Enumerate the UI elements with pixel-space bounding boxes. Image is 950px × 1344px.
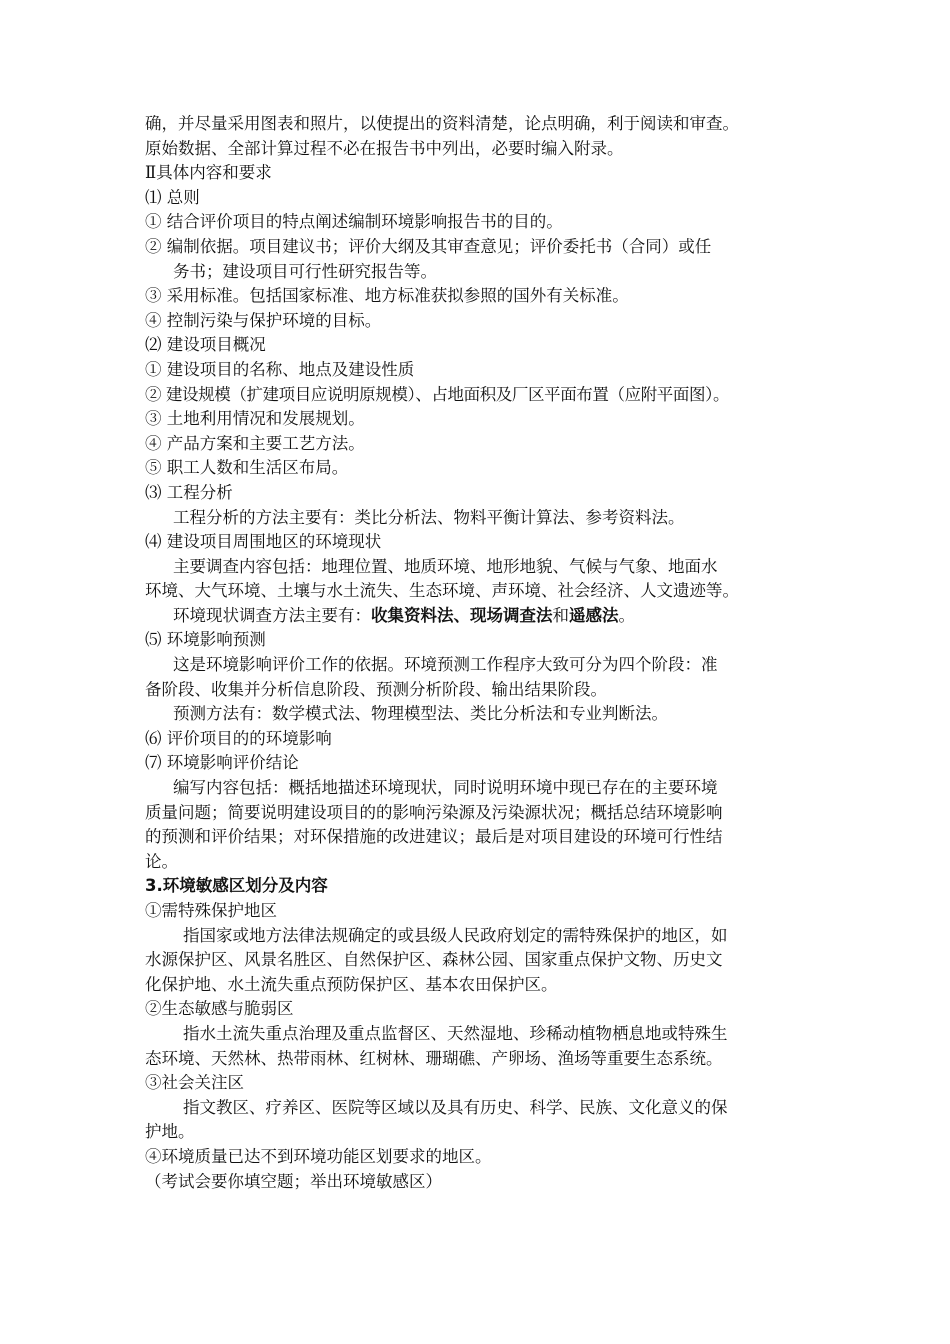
paragraph-line: 备阶段、收集并分析信息阶段、预测分析阶段、输出结果阶段。 bbox=[145, 679, 607, 699]
paragraph-line: 化保护地、水土流失重点预防保护区、基本农田保护区。 bbox=[145, 974, 558, 994]
list-item: ③ 土地利用情况和发展规划。 bbox=[145, 409, 365, 429]
paragraph-line: 主要调查内容包括：地理位置、地质环境、地形地貌、气候与气象、地面水 bbox=[173, 556, 718, 576]
subsection-heading: ①需特殊保护地区 bbox=[145, 901, 277, 920]
paragraph-text: 环境现状调查方法主要有： bbox=[173, 605, 371, 625]
section-title: 3.环境敏感区划分及内容 bbox=[145, 876, 328, 896]
paragraph-line: 态环境、天然林、热带雨林、红树林、珊瑚礁、产卵场、渔场等重要生态系统。 bbox=[145, 1048, 723, 1068]
subsection-heading: ⑶ 工程分析 bbox=[145, 482, 233, 502]
paragraph-line: 预测方法有：数学模式法、物理模型法、类比分析法和专业判断法。 bbox=[173, 704, 668, 724]
paragraph-line bbox=[145, 604, 815, 629]
paragraph-line: 的预测和评价结果；对环保措施的改进建议；最后是对项目建设的环境可行性结 bbox=[145, 827, 723, 847]
subsection-heading: ⑸ 环境影响预测 bbox=[145, 630, 266, 650]
paragraph-line: 指文教区、疗养区、医院等区域以及具有历史、科学、民族、文化意义的保 bbox=[183, 1097, 728, 1117]
subsection-heading: ⑵ 建设项目概况 bbox=[145, 335, 266, 355]
section-heading: Ⅱ具体内容和要求 bbox=[145, 163, 272, 183]
subsection-heading: ②生态敏感与脆弱区 bbox=[145, 999, 294, 1019]
text-line: 确，并尽量采用图表和照片，以使提出的资料清楚，论点明确，利于阅读和审查。 bbox=[145, 114, 739, 133]
list-item: ② 编制依据。项目建议书；评价大纲及其审查意见；评价委托书（合同）或任 bbox=[145, 236, 712, 256]
subsection-heading: ③社会关注区 bbox=[145, 1073, 244, 1093]
list-item: ④ 控制污染与保护环境的目标。 bbox=[145, 310, 382, 330]
bold-methods: 收集资料法、现场调查法 bbox=[371, 605, 553, 625]
subsection-heading: ⑴ 总则 bbox=[145, 187, 200, 207]
paragraph-line: 指国家或地方法律法规确定的或县级人民政府划定的需特殊保护的地区，如 bbox=[183, 925, 728, 945]
paragraph-line: 工程分析的方法主要有：类比分析法、物料平衡计算法、参考资料法。 bbox=[173, 507, 685, 527]
subsection-heading: ⑷ 建设项目周围地区的环境现状 bbox=[145, 532, 382, 552]
paragraph-line: 编写内容包括：概括地描述环境现状，同时说明环境中现已存在的主要环境 bbox=[173, 778, 718, 798]
document-page bbox=[145, 112, 815, 1194]
list-item: ② 建设规模（扩建项目应说明原规模）、占地面积及厂区平面布置（应附平面图）。 bbox=[145, 384, 730, 404]
paragraph-text: 和 bbox=[552, 605, 569, 625]
list-item: ① 结合评价项目的特点阐述编制环境影响报告书的目的。 bbox=[145, 212, 563, 232]
paragraph-line: 环境、大气环境、土壤与水土流失、生态环境、声环境、社会经济、人文遗迹等。 bbox=[145, 581, 739, 601]
list-item: ⑤ 职工人数和生活区布局。 bbox=[145, 458, 349, 478]
list-item: ① 建设项目的名称、地点及建设性质 bbox=[145, 359, 415, 379]
paragraph-line: 这是环境影响评价工作的依据。环境预测工作程序大致可分为四个阶段：准 bbox=[173, 655, 718, 675]
subsection-heading: ⑹ 评价项目的的环境影响 bbox=[145, 728, 332, 748]
subsection-heading: ⑺ 环境影响评价结论 bbox=[145, 753, 299, 773]
text-line: 原始数据、全部计算过程不必在报告书中列出，必要时编入附录。 bbox=[145, 138, 624, 158]
paragraph-line: 水源保护区、风景名胜区、自然保护区、森林公园、国家重点保护文物、历史文 bbox=[145, 950, 723, 970]
bold-method: 遥感法 bbox=[569, 605, 619, 625]
paragraph-line: 质量问题；简要说明建设项目的的影响污染源及污染源状况；概括总结环境影响 bbox=[145, 802, 723, 822]
list-item-continuation: 务书；建设项目可行性研究报告等。 bbox=[173, 261, 437, 281]
paragraph-line: 指水土流失重点治理及重点监督区、天然湿地、珍稀动植物栖息地或特殊生 bbox=[183, 1023, 728, 1043]
note-line: （考试会要你填空题；举出环境敏感区） bbox=[145, 1171, 442, 1191]
list-item: ③ 采用标准。包括国家标准、地方标准获拟参照的国外有关标准。 bbox=[145, 286, 629, 306]
paragraph-line: 论。 bbox=[145, 851, 178, 871]
paragraph-text: 。 bbox=[618, 605, 635, 625]
paragraph-line: 护地。 bbox=[145, 1122, 195, 1142]
subsection-heading: ④环境质量已达不到环境功能区划要求的地区。 bbox=[145, 1146, 492, 1166]
list-item: ④ 产品方案和主要工艺方法。 bbox=[145, 433, 365, 453]
